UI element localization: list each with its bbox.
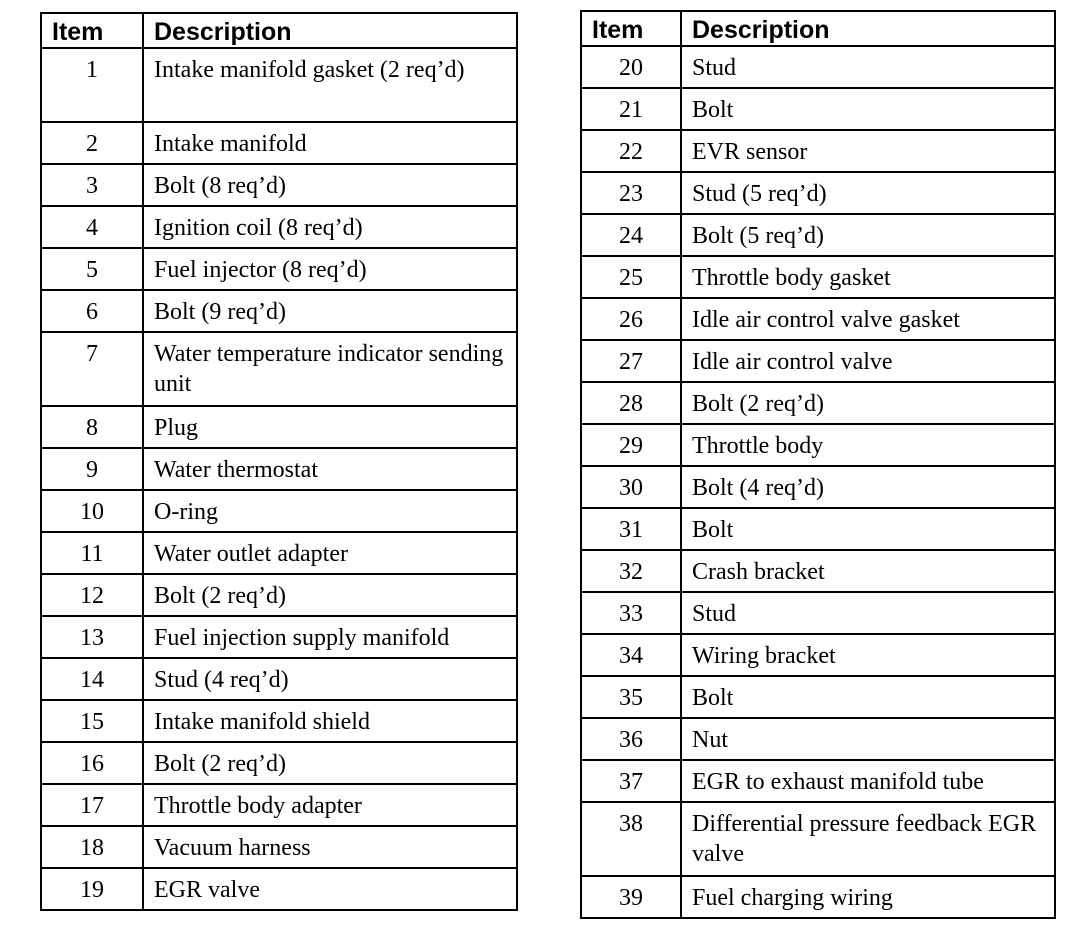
table-row xyxy=(41,700,517,742)
item-number: 24 xyxy=(581,214,681,256)
table-row xyxy=(41,574,517,616)
item-description: Stud (4 req’d) xyxy=(143,658,517,700)
table-row xyxy=(41,248,517,290)
item-number: 11 xyxy=(41,532,143,574)
item-number: 13 xyxy=(41,616,143,658)
item-number: 23 xyxy=(581,172,681,214)
table-row xyxy=(581,676,1055,718)
table-row xyxy=(581,760,1055,802)
item-description: Fuel charging wiring xyxy=(681,876,1055,918)
item-description: EGR to exhaust manifold tube xyxy=(681,760,1055,802)
parts-table-right xyxy=(580,10,1056,919)
item-description: Fuel injection supply manifold xyxy=(143,616,517,658)
item-number: 16 xyxy=(41,742,143,784)
item-number: 39 xyxy=(581,876,681,918)
table-row xyxy=(41,406,517,448)
table-row xyxy=(41,290,517,332)
item-number: 36 xyxy=(581,718,681,760)
item-number: 34 xyxy=(581,634,681,676)
table-row xyxy=(41,332,517,406)
table-row xyxy=(581,130,1055,172)
table-row xyxy=(41,164,517,206)
item-description: Water thermostat xyxy=(143,448,517,490)
table-row xyxy=(41,122,517,164)
table-row xyxy=(581,592,1055,634)
table-row xyxy=(581,550,1055,592)
item-number: 31 xyxy=(581,508,681,550)
table-header-row xyxy=(581,11,1055,46)
item-number: 22 xyxy=(581,130,681,172)
item-description: O-ring xyxy=(143,490,517,532)
item-number: 35 xyxy=(581,676,681,718)
item-description: Crash bracket xyxy=(681,550,1055,592)
item-number: 2 xyxy=(41,122,143,164)
table-row xyxy=(41,616,517,658)
item-description: Wiring bracket xyxy=(681,634,1055,676)
column-header-description: Description xyxy=(681,11,1055,46)
table-row xyxy=(41,448,517,490)
item-number: 1 xyxy=(41,48,143,122)
item-number: 5 xyxy=(41,248,143,290)
item-number: 7 xyxy=(41,332,143,406)
item-number: 19 xyxy=(41,868,143,910)
item-description: Vacuum harness xyxy=(143,826,517,868)
table-row xyxy=(581,802,1055,876)
item-description: Throttle body adapter xyxy=(143,784,517,826)
item-number: 9 xyxy=(41,448,143,490)
item-description: Bolt (9 req’d) xyxy=(143,290,517,332)
table-row xyxy=(41,48,517,122)
item-description: Water temperature indicator sending unit xyxy=(143,332,517,406)
table-row xyxy=(41,826,517,868)
item-number: 32 xyxy=(581,550,681,592)
item-description: Bolt (2 req’d) xyxy=(143,574,517,616)
item-number: 17 xyxy=(41,784,143,826)
table-row xyxy=(581,718,1055,760)
table-row xyxy=(581,214,1055,256)
item-description: EVR sensor xyxy=(681,130,1055,172)
item-description: Idle air control valve xyxy=(681,340,1055,382)
item-number: 26 xyxy=(581,298,681,340)
item-description: Bolt (8 req’d) xyxy=(143,164,517,206)
item-description: Intake manifold xyxy=(143,122,517,164)
table-row xyxy=(581,424,1055,466)
item-number: 27 xyxy=(581,340,681,382)
item-description: Bolt (4 req’d) xyxy=(681,466,1055,508)
item-description: Bolt xyxy=(681,88,1055,130)
item-description: Ignition coil (8 req’d) xyxy=(143,206,517,248)
table-row xyxy=(41,742,517,784)
item-description: EGR valve xyxy=(143,868,517,910)
item-description: Stud xyxy=(681,592,1055,634)
item-number: 12 xyxy=(41,574,143,616)
item-description: Nut xyxy=(681,718,1055,760)
item-number: 37 xyxy=(581,760,681,802)
table-row xyxy=(41,532,517,574)
item-number: 14 xyxy=(41,658,143,700)
item-number: 21 xyxy=(581,88,681,130)
column-header-item: Item xyxy=(41,13,143,48)
item-number: 6 xyxy=(41,290,143,332)
item-description: Stud xyxy=(681,46,1055,88)
table-row xyxy=(581,876,1055,918)
item-description: Fuel injector (8 req’d) xyxy=(143,248,517,290)
item-description: Intake manifold gasket (2 req’d) xyxy=(143,48,517,122)
item-number: 4 xyxy=(41,206,143,248)
item-description: Idle air control valve gasket xyxy=(681,298,1055,340)
table-row xyxy=(41,868,517,910)
item-description: Throttle body xyxy=(681,424,1055,466)
item-description: Intake manifold shield xyxy=(143,700,517,742)
item-description: Plug xyxy=(143,406,517,448)
table-row xyxy=(581,298,1055,340)
table-row xyxy=(581,508,1055,550)
table-row xyxy=(581,256,1055,298)
item-number: 29 xyxy=(581,424,681,466)
item-number: 33 xyxy=(581,592,681,634)
item-description: Bolt xyxy=(681,676,1055,718)
item-description: Water outlet adapter xyxy=(143,532,517,574)
table-row xyxy=(581,382,1055,424)
item-number: 3 xyxy=(41,164,143,206)
item-description: Bolt (2 req’d) xyxy=(143,742,517,784)
column-header-description: Description xyxy=(143,13,517,48)
item-description: Differential pressure feedback EGR valve xyxy=(681,802,1055,876)
table-row xyxy=(41,206,517,248)
item-description: Bolt xyxy=(681,508,1055,550)
table-row xyxy=(581,88,1055,130)
table-row xyxy=(581,46,1055,88)
item-number: 8 xyxy=(41,406,143,448)
table-row xyxy=(581,466,1055,508)
table-row xyxy=(41,658,517,700)
table-row xyxy=(41,784,517,826)
item-number: 15 xyxy=(41,700,143,742)
item-number: 20 xyxy=(581,46,681,88)
item-number: 38 xyxy=(581,802,681,876)
item-number: 25 xyxy=(581,256,681,298)
item-description: Bolt (2 req’d) xyxy=(681,382,1055,424)
item-description: Stud (5 req’d) xyxy=(681,172,1055,214)
table-row xyxy=(581,634,1055,676)
table-row xyxy=(41,490,517,532)
item-number: 10 xyxy=(41,490,143,532)
item-description: Bolt (5 req’d) xyxy=(681,214,1055,256)
table-row xyxy=(581,340,1055,382)
item-number: 18 xyxy=(41,826,143,868)
table-header-row xyxy=(41,13,517,48)
parts-table-left xyxy=(40,12,518,911)
item-number: 28 xyxy=(581,382,681,424)
table-row xyxy=(581,172,1055,214)
column-header-item: Item xyxy=(581,11,681,46)
item-description: Throttle body gasket xyxy=(681,256,1055,298)
item-number: 30 xyxy=(581,466,681,508)
